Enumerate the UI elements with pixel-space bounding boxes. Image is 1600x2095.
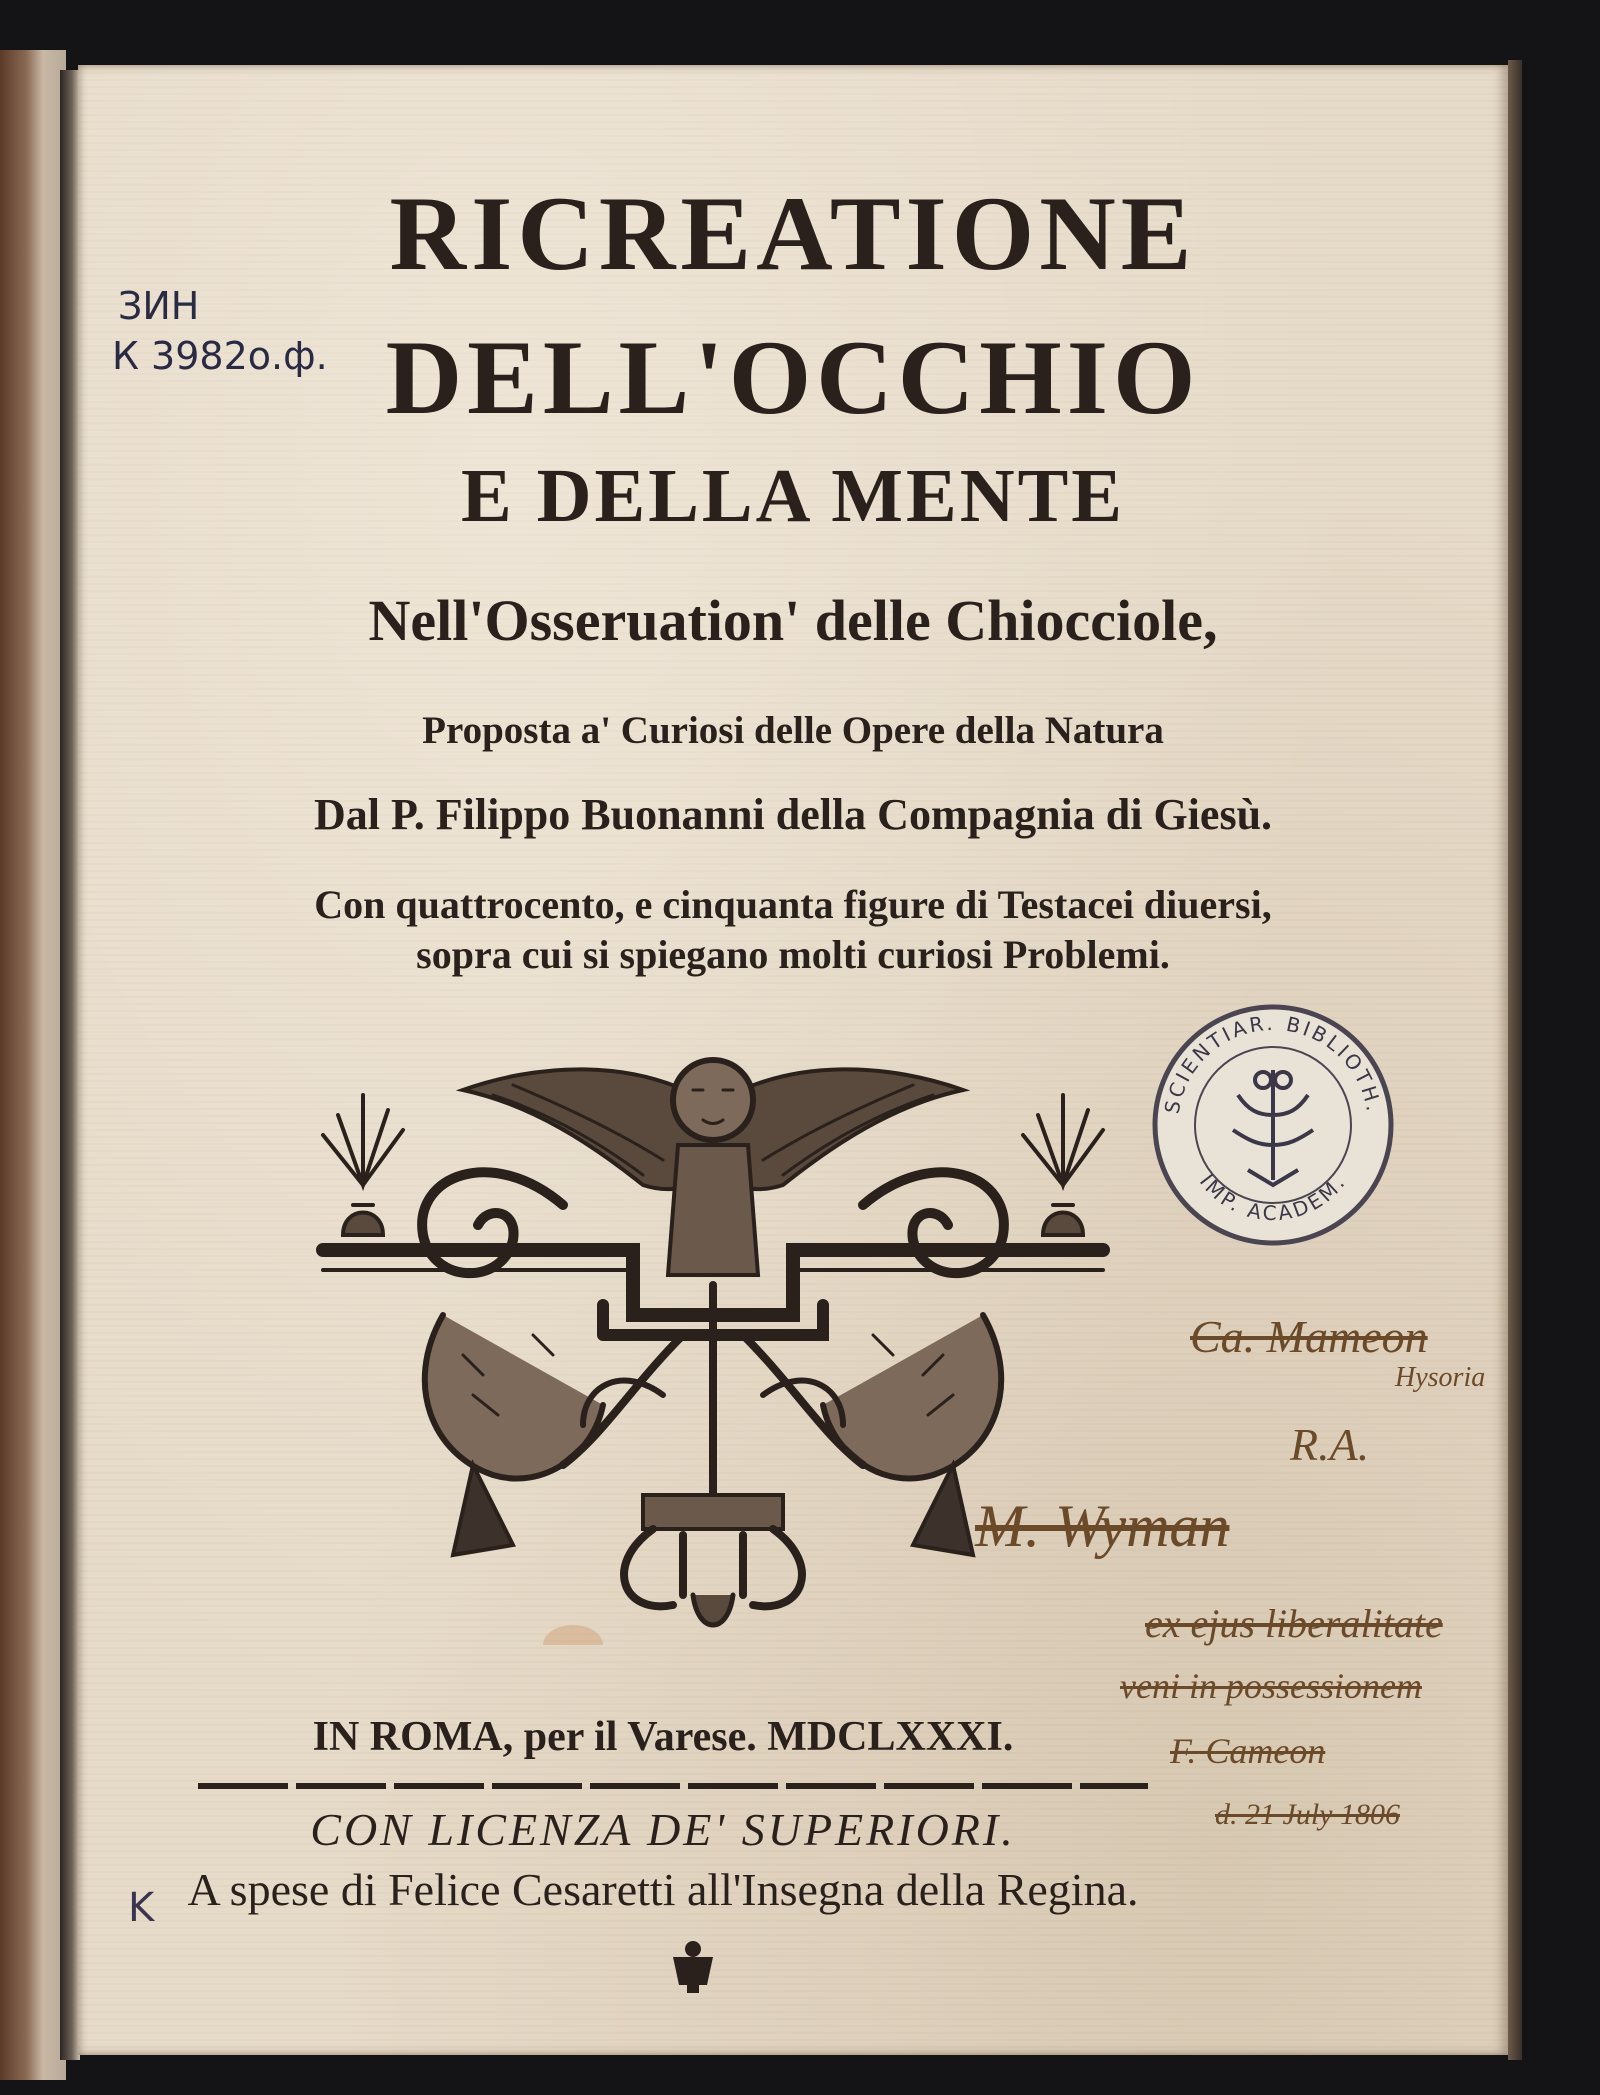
provenance-initials: R.A. — [1290, 1419, 1370, 1470]
imprint-rule — [198, 1783, 1148, 1789]
stamp-text-left: SCIENTIAR. — [1159, 1010, 1277, 1116]
corner-mark: K — [128, 1885, 155, 1931]
line-proposta: Proposta a' Curiosi delle Opere della Natura — [422, 709, 1164, 752]
shelfmark-line-2: К 3982о.ф. — [112, 334, 328, 378]
title-line-2: DELL'OCCHIO — [385, 319, 1201, 436]
description-line-2: sopra cui si spiegano molti curiosi Problemi. — [416, 932, 1170, 977]
title-line-1: RICREATIONE — [389, 175, 1197, 292]
description-line-1: Con quattrocento, e cinquanta figure di Testacei diuersi, — [314, 882, 1272, 927]
page-block-edge — [60, 70, 80, 2060]
provenance-name-1-suffix: Hysoria — [1395, 1362, 1486, 1393]
printers-device-icon — [663, 1935, 723, 1995]
license-line: CON LICENZA DE' SUPERIORI. — [310, 1804, 1016, 1855]
library-stamp — [1148, 1000, 1398, 1250]
stamp-text-bottom: IMP. — [1194, 1169, 1247, 1218]
provenance-name-1: Ca. Mameon — [1190, 1311, 1428, 1362]
provenance-name-2: M. Wyman — [975, 1493, 1230, 1559]
binding-board-right — [1508, 60, 1522, 2060]
stamp-text-right: ACADEM. — [1245, 1169, 1352, 1226]
provenance-name-3: F. Cameon — [1170, 1731, 1326, 1771]
title-line-3: E DELLA MENTE — [460, 454, 1126, 538]
author-line: Dal P. Filippo Buonanni della Compagnia di Giesù. — [313, 790, 1273, 839]
stamp-text-top: BIBLIOTH. — [1284, 1011, 1387, 1116]
publisher-line: A spese di Felice Cesaretti all'Insegna della Regina. — [187, 1864, 1139, 1915]
provenance-note-2: veni in possessionem — [1120, 1666, 1422, 1706]
provenance-note-1: ex ejus liberalitate — [1145, 1601, 1443, 1646]
imprint-line: IN ROMA, per il Varese. MDCLXXXI. — [312, 1714, 1014, 1760]
shelfmark-line-1: ЗИН — [118, 284, 200, 328]
binding-board-left — [0, 50, 66, 2080]
provenance-date: d. 21 July 1806 — [1215, 1798, 1400, 1831]
subtitle: Nell'Osseruation' delle Chiocciole, — [368, 588, 1218, 653]
